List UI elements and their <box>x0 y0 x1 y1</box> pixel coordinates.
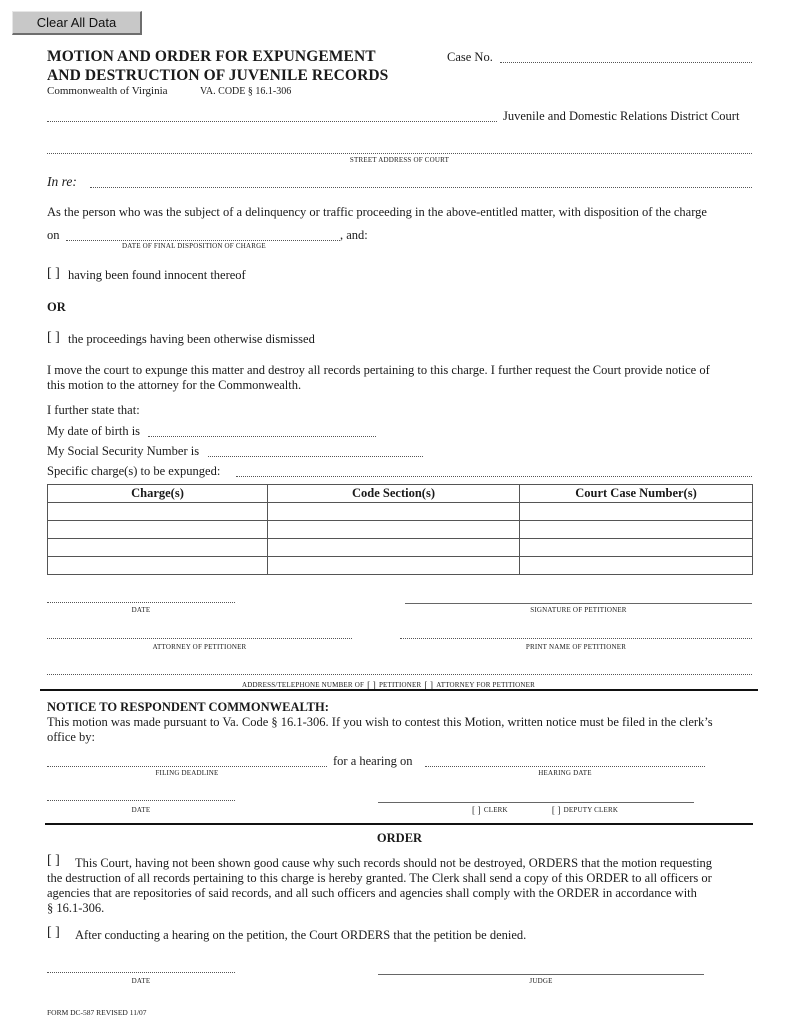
clerk-options <box>472 805 618 815</box>
order-divider <box>45 823 753 825</box>
petition-date-line[interactable] <box>47 602 235 603</box>
charges-label: Specific charge(s) to be expunged: <box>47 464 221 478</box>
petitioner-checkbox-label: PETITIONER <box>378 681 422 689</box>
grant-text-line2: the destruction of all records pertaining to this charge is hereby granted. The Clerk shall send a copy of this ORDER to all officers or <box>47 871 712 885</box>
charges-input[interactable] <box>238 461 750 476</box>
in-re-label: In re: <box>47 174 77 189</box>
form-title-line2: AND DESTRUCTION OF JUVENILE RECORDS <box>47 67 389 84</box>
court-name-line <box>47 121 497 122</box>
judge-caption: JUDGE <box>529 977 553 985</box>
court-address-caption: STREET ADDRESS OF COURT <box>349 156 450 164</box>
grant-text-line1: This Court, having not been shown good cause why such records should not be destroyed, ORDERS that the motion requesting <box>75 856 713 870</box>
attorney-caption: ATTORNEY OF PETITIONER <box>152 643 247 651</box>
charges-table <box>47 484 753 575</box>
dismissed-label: the proceedings having been otherwise dismissed <box>68 332 315 346</box>
notice-date-line[interactable] <box>47 800 235 801</box>
innocent-checkbox[interactable]: [ ] <box>47 266 60 281</box>
address-caption-text: ADDRESS/TELEPHONE NUMBER OF <box>242 681 365 689</box>
in-re-input[interactable] <box>92 172 750 187</box>
case-number-cell[interactable] <box>520 521 753 539</box>
hearing-date-line[interactable] <box>425 766 705 767</box>
grant-checkbox[interactable]: [ ] <box>47 853 60 868</box>
case-number-cell[interactable] <box>520 557 753 575</box>
ssn-label: My Social Security Number is <box>47 444 200 458</box>
dob-input[interactable] <box>150 421 374 436</box>
clerk-checkbox[interactable]: [ ] <box>472 805 481 815</box>
code-reference: VA. CODE § 16.1-306 <box>200 86 292 97</box>
code-section-cell[interactable] <box>268 539 520 557</box>
print-name-line[interactable] <box>400 638 752 639</box>
form-id: FORM DC-587 REVISED 11/07 <box>47 1008 147 1017</box>
order-date-line[interactable] <box>47 972 235 973</box>
charge-cell[interactable] <box>48 557 268 575</box>
hearing-on-label: for a hearing on <box>333 754 413 768</box>
column-header-charges: Charge(s) <box>48 485 268 503</box>
table-row <box>48 557 753 575</box>
disposition-date-caption: DATE OF FINAL DISPOSITION OF CHARGE <box>122 242 266 250</box>
attorney-checkbox[interactable]: [ ] <box>424 680 434 690</box>
notice-text-line1: This motion was made pursuant to Va. Code § 16.1-306. If you wish to contest this Motion, written notice must be filed in the clerk’s <box>47 715 713 729</box>
deny-checkbox[interactable]: [ ] <box>47 925 60 940</box>
motion-intro: As the person who was the subject of a delinquency or traffic proceeding in the above-entitled matter, with disposition of the charge <box>47 205 707 219</box>
clerk-label: CLERK <box>483 806 508 814</box>
table-row <box>48 521 753 539</box>
court-name-input[interactable] <box>47 106 495 121</box>
code-section-cell[interactable] <box>268 557 520 575</box>
notice-text-line2: office by: <box>47 730 96 744</box>
hearing-date-caption: HEARING DATE <box>538 769 592 777</box>
dob-line <box>148 436 376 437</box>
code-section-cell[interactable] <box>268 503 520 521</box>
clerk-signature-line[interactable] <box>378 802 694 803</box>
deny-text: After conducting a hearing on the petition, the Court ORDERS that the petition be denied. <box>75 928 527 942</box>
address-telephone-line[interactable] <box>47 674 752 675</box>
deputy-clerk-checkbox[interactable]: [ ] <box>551 805 561 815</box>
judge-signature-line[interactable] <box>378 974 704 975</box>
dismissed-checkbox[interactable]: [ ] <box>47 330 60 345</box>
or-label: OR <box>47 300 66 314</box>
case-number-cell[interactable] <box>520 503 753 521</box>
court-address-line <box>47 153 752 154</box>
table-row <box>48 503 753 521</box>
ssn-input[interactable] <box>210 441 421 456</box>
column-header-code-sections: Code Section(s) <box>268 485 520 503</box>
disposition-date-input[interactable] <box>68 225 338 240</box>
code-section-cell[interactable] <box>268 521 520 539</box>
petitioner-signature-caption: SIGNATURE OF PETITIONER <box>530 606 627 614</box>
column-header-case-numbers: Court Case Number(s) <box>520 485 753 503</box>
notice-heading: NOTICE TO RESPONDENT COMMONWEALTH: <box>47 700 329 714</box>
petitioner-checkbox[interactable]: [ ] <box>367 680 376 690</box>
attorney-line[interactable] <box>47 638 352 639</box>
charge-cell[interactable] <box>48 521 268 539</box>
and-label: , and: <box>340 228 368 242</box>
disposition-date-line <box>66 240 340 241</box>
notice-date-caption: DATE <box>131 806 151 814</box>
order-date-caption: DATE <box>131 977 151 985</box>
filing-deadline-caption: FILING DEADLINE <box>155 769 219 777</box>
order-heading: ORDER <box>376 831 423 845</box>
grant-text-line3: agencies that are repositories of said records, and all such officers and agencies shall comply with the ORDER in accordance with <box>47 886 697 900</box>
jurisdiction-label: Commonwealth of Virginia <box>47 85 168 97</box>
case-no-label: Case No. <box>447 50 493 64</box>
deputy-clerk-label: DEPUTY CLERK <box>563 806 619 814</box>
dob-label: My date of birth is <box>47 424 141 438</box>
innocent-label: having been found innocent thereof <box>68 268 246 282</box>
grant-text-line4: § 16.1-306. <box>47 901 105 915</box>
request-line2: this motion to the attorney for the Commonwealth. <box>47 378 302 392</box>
in-re-line <box>90 187 752 188</box>
court-type-label: Juvenile and Domestic Relations District Court <box>503 109 740 123</box>
table-row <box>48 539 753 557</box>
section-divider <box>40 689 758 691</box>
table-header-row <box>48 485 753 503</box>
charge-cell[interactable] <box>48 539 268 557</box>
petitioner-signature-line[interactable] <box>405 603 752 604</box>
further-state-label: I further state that: <box>47 403 140 417</box>
case-number-cell[interactable] <box>520 539 753 557</box>
charges-line <box>236 476 752 477</box>
court-address-input[interactable] <box>47 138 750 153</box>
form-title-line1: MOTION AND ORDER FOR EXPUNGEMENT <box>47 48 376 65</box>
ssn-line <box>208 456 423 457</box>
clear-all-data-button[interactable]: Clear All Data <box>12 11 142 35</box>
charge-cell[interactable] <box>48 503 268 521</box>
print-name-caption: PRINT NAME OF PETITIONER <box>525 643 627 651</box>
request-line1: I move the court to expunge this matter and destroy all records pertaining to this charge. I further request the Court provide notice of <box>47 363 710 377</box>
case-no-input[interactable] <box>502 48 750 63</box>
filing-deadline-line[interactable] <box>47 766 327 767</box>
on-label: on <box>47 228 60 242</box>
attorney-checkbox-label: ATTORNEY FOR PETITIONER <box>436 681 535 689</box>
petition-date-caption: DATE <box>131 606 151 614</box>
